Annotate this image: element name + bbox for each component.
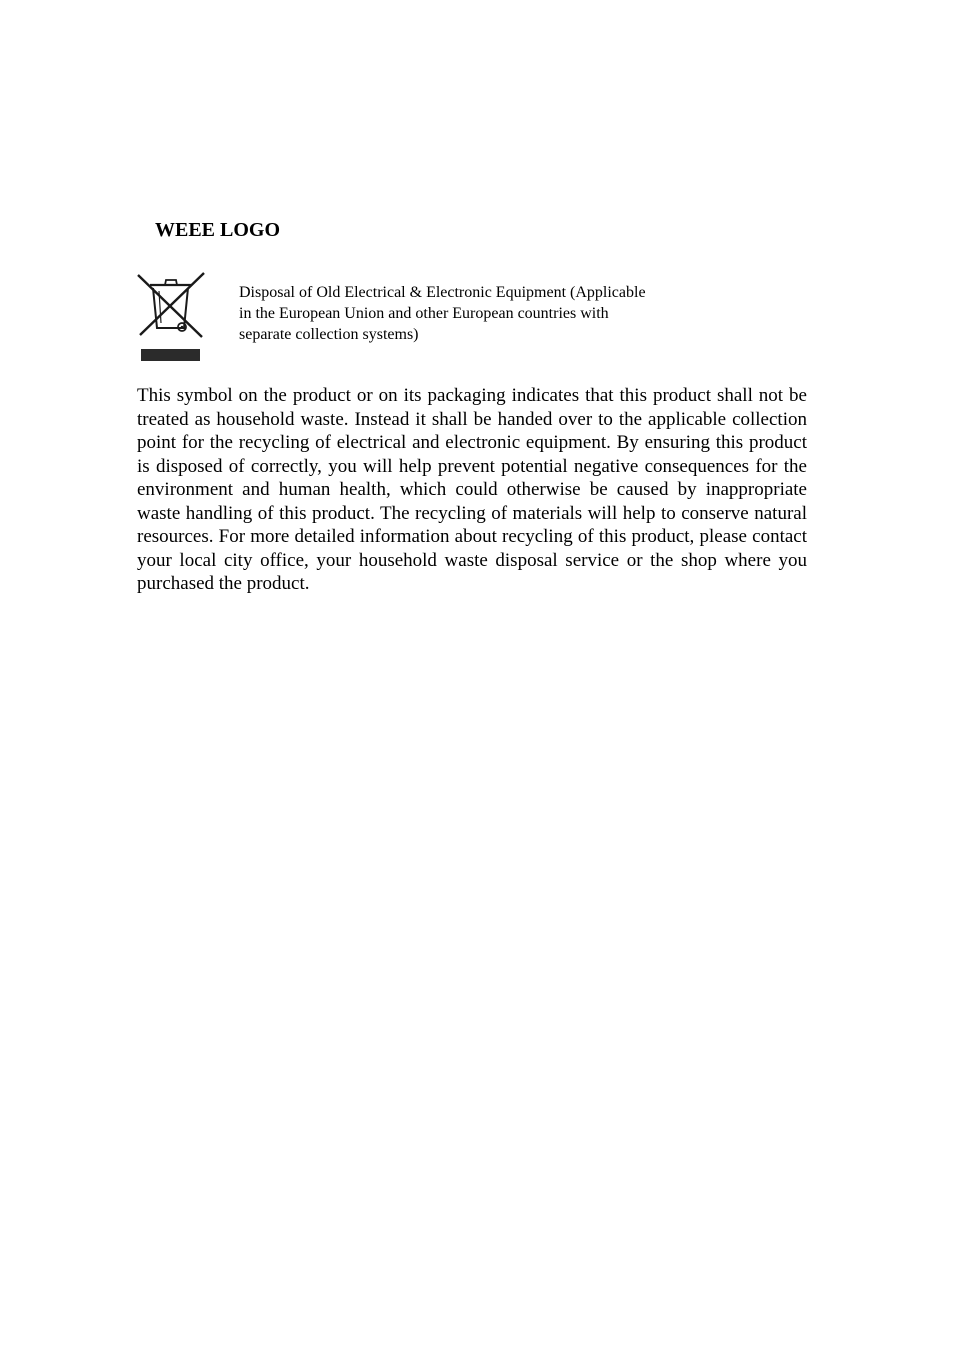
symbol-caption (239, 282, 709, 345)
caption-line: Disposal of Old Electrical & Electronic Equipment (Applicable (239, 284, 646, 301)
disposal-instructions-paragraph: This symbol on the product or on its packaging indicates that this product shall not be treated as household waste. Instead it shall be handed over to the applicable collection point for the recycling of electrical and electronic equipment. By ensuring this product is disposed of correctly, you will help prevent potential negative consequences for the environment and human health, which could otherwise be caused by inappropriate waste handling of this product. The recycling of materials will help to conserve natural resources. For more detailed information about recycling of this product, please contact your local city office, your household waste disposal service or the shop where you purchased the product. (137, 385, 807, 594)
crossed-out-wheeled-bin-icon (136, 271, 206, 364)
caption-line: separate collection systems) (239, 326, 419, 343)
section-heading: WEEE LOGO (155, 219, 281, 241)
caption-line: in the European Union and other European countries with (239, 305, 609, 322)
